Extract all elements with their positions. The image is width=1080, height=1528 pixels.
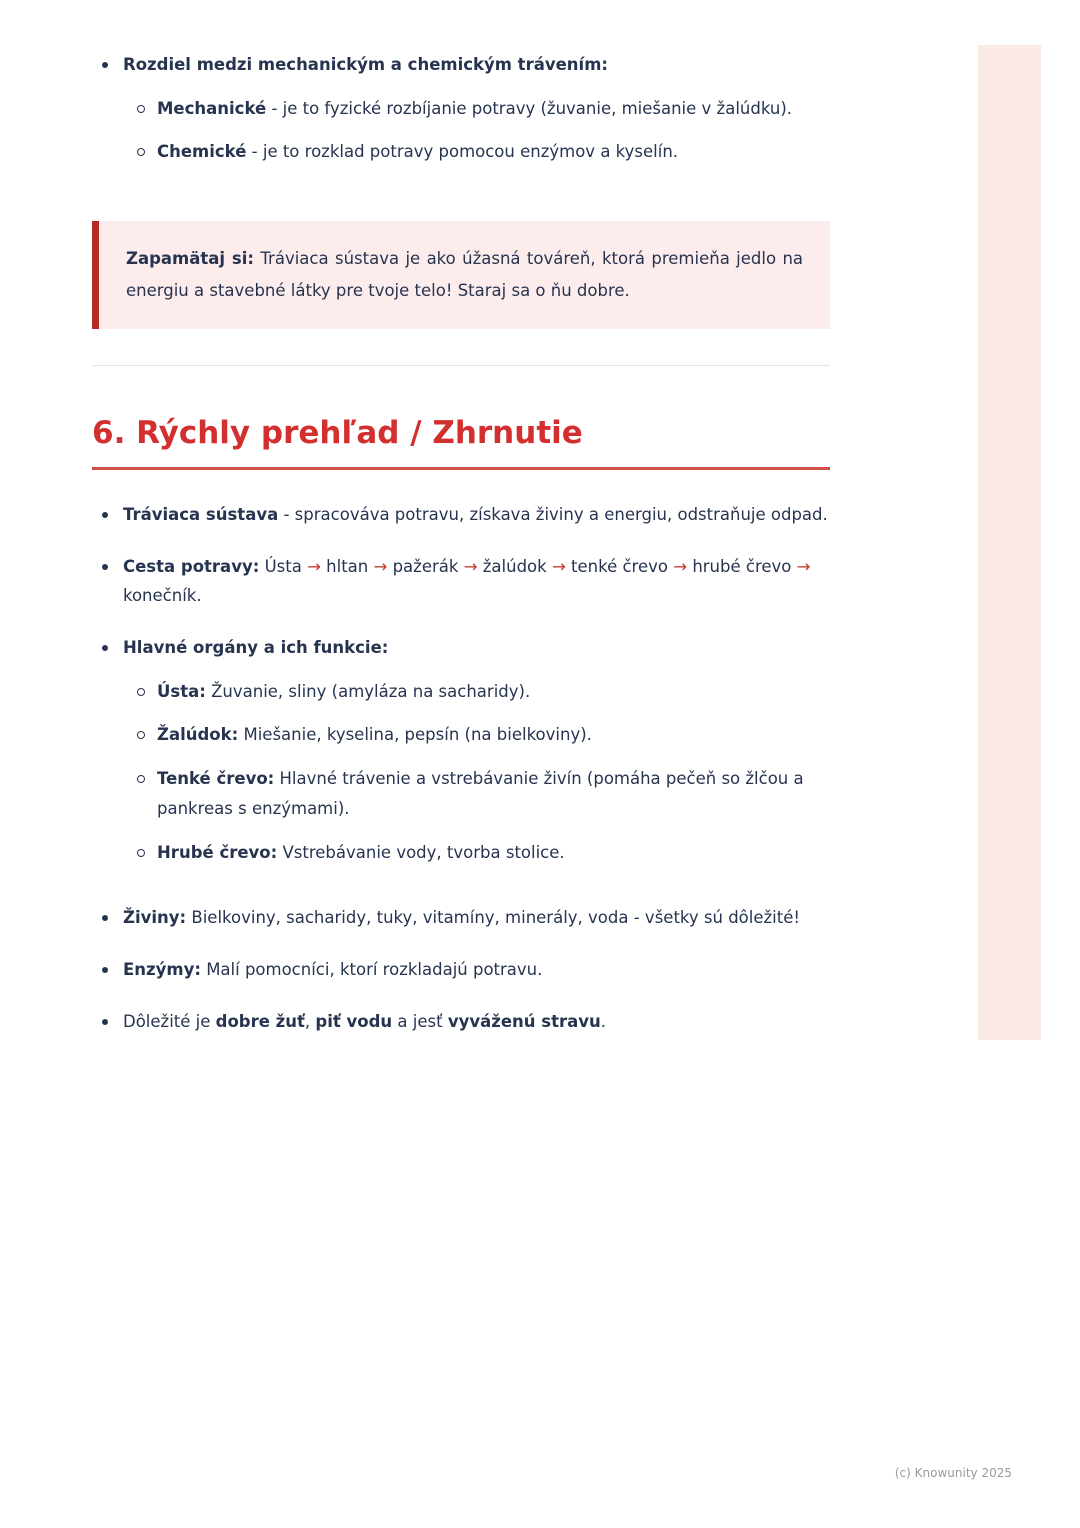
bullet-icon <box>102 564 108 570</box>
bullet-icon <box>102 512 108 518</box>
arrow-right-icon: → <box>373 556 388 576</box>
document-content <box>92 50 830 1058</box>
mouth-term: Ústa: <box>157 681 206 701</box>
section-divider <box>92 365 830 366</box>
stomach-text: Miešanie, kyselina, pepsín (na bielkoviny). <box>243 725 592 745</box>
callout-label: Zapamätaj si: <box>126 249 255 269</box>
enzymes-term: Enzýmy: <box>123 959 201 979</box>
nutrients-text: Bielkoviny, sacharidy, tuky, vitamíny, minerály, voda - všetky sú dôležité! <box>191 908 800 928</box>
callout-text: Tráviaca sústava je ako úžasná továreň, ktorá premieňa jedlo na energiu a stavebné látky pre tvoje telo! Staraj sa o ňu dobre. <box>126 249 804 301</box>
heading-underline-rule <box>92 467 830 470</box>
stomach-term: Žalúdok: <box>157 725 239 745</box>
mouth-text: Žuvanie, sliny (amyláza na sacharidy). <box>211 681 531 701</box>
list-item-large-intestine <box>123 838 830 868</box>
comparison-title <box>123 50 830 80</box>
list-item-mechanical <box>123 94 830 124</box>
list-item-nutrients <box>92 903 830 933</box>
list-item-advice <box>92 1007 830 1037</box>
advice-segment: a jesť <box>392 1011 448 1031</box>
food-path-step: pažerák <box>392 556 459 576</box>
large-intestine-text: Vstrebávanie vody, tvorba stolice. <box>282 842 565 862</box>
organs-title-text: Hlavné orgány a ich funkcie: <box>123 638 389 658</box>
copyright-text: (c) Knowunity 2025 <box>894 1466 1012 1480</box>
comparison-list <box>92 50 830 181</box>
bullet-icon <box>102 1019 108 1025</box>
circle-bullet-icon <box>137 148 145 156</box>
advice-segment-bold: vyváženú stravu <box>447 1011 601 1031</box>
arrow-right-icon: → <box>673 556 688 576</box>
arrow-right-icon: → <box>796 556 811 576</box>
circle-bullet-icon <box>137 688 145 696</box>
bullet-icon <box>102 62 108 68</box>
food-path-step: Ústa <box>264 556 302 576</box>
food-path-label: Cesta potravy: <box>123 556 260 576</box>
advice-segment: Dôležité je <box>123 1011 216 1031</box>
list-item-stomach <box>123 720 830 750</box>
section-heading: 6. Rýchly prehľad / Zhrnutie <box>92 415 583 452</box>
list-item-organs <box>92 633 830 881</box>
remember-callout-body <box>126 243 803 307</box>
food-path-step: hrubé črevo <box>692 556 792 576</box>
organs-title <box>123 633 830 663</box>
list-item-comparison <box>92 50 830 181</box>
circle-bullet-icon <box>137 731 145 739</box>
bullet-icon <box>102 645 108 651</box>
food-path-step: žalúdok <box>482 556 547 576</box>
list-item-enzymes <box>92 955 830 985</box>
comparison-sub-list <box>123 94 830 167</box>
advice-segment: . <box>600 1011 606 1031</box>
circle-bullet-icon <box>137 849 145 857</box>
list-item-mouth <box>123 677 830 707</box>
decorative-margin-strip <box>978 45 1041 1040</box>
chemical-term: Chemické <box>157 142 247 162</box>
nutrients-term: Živiny: <box>123 908 187 928</box>
small-intestine-term: Tenké črevo: <box>157 769 275 789</box>
arrow-right-icon: → <box>551 556 566 576</box>
bullet-icon <box>102 915 108 921</box>
overview-text: - spracováva potravu, získava živiny a energiu, odstraňuje odpad. <box>283 505 828 525</box>
mechanical-definition: - je to fyzické rozbíjanie potravy (žuvanie, miešanie v žalúdku). <box>271 98 793 118</box>
list-item-overview <box>92 500 830 530</box>
remember-callout <box>92 221 830 329</box>
list-item-food-path <box>92 552 830 611</box>
large-intestine-term: Hrubé črevo: <box>157 842 278 862</box>
advice-segment-bold: piť vodu <box>315 1011 393 1031</box>
comparison-title-text: Rozdiel medzi mechanickým a chemickým trávením: <box>123 55 608 74</box>
page-footer <box>895 1466 1012 1480</box>
circle-bullet-icon <box>137 105 145 113</box>
circle-bullet-icon <box>137 775 145 783</box>
advice-text <box>123 1007 830 1037</box>
list-item-chemical <box>123 137 830 167</box>
advice-segment: , <box>304 1011 316 1031</box>
summary-list <box>92 500 830 1036</box>
overview-term: Tráviaca sústava <box>123 505 279 525</box>
chemical-definition: - je to rozklad potravy pomocou enzýmov a kyselín. <box>251 142 679 162</box>
arrow-right-icon: → <box>307 556 321 576</box>
small-intestine-text: Hlavné trávenie a vstrebávanie živín (pomáha pečeň so žlčou a pankreas s enzýmami). <box>157 769 804 818</box>
mechanical-term: Mechanické <box>157 98 267 118</box>
list-item-small-intestine <box>123 764 830 823</box>
arrow-right-icon: → <box>463 556 478 576</box>
food-path-step: tenké črevo <box>571 556 668 576</box>
organs-sub-list <box>123 677 830 867</box>
food-path-step: hltan <box>326 556 369 576</box>
bullet-icon <box>102 967 108 973</box>
food-path-step: konečník. <box>123 586 202 606</box>
advice-segment-bold: dobre žuť <box>215 1011 305 1031</box>
enzymes-text: Malí pomocníci, ktorí rozkladajú potravu. <box>206 959 543 979</box>
